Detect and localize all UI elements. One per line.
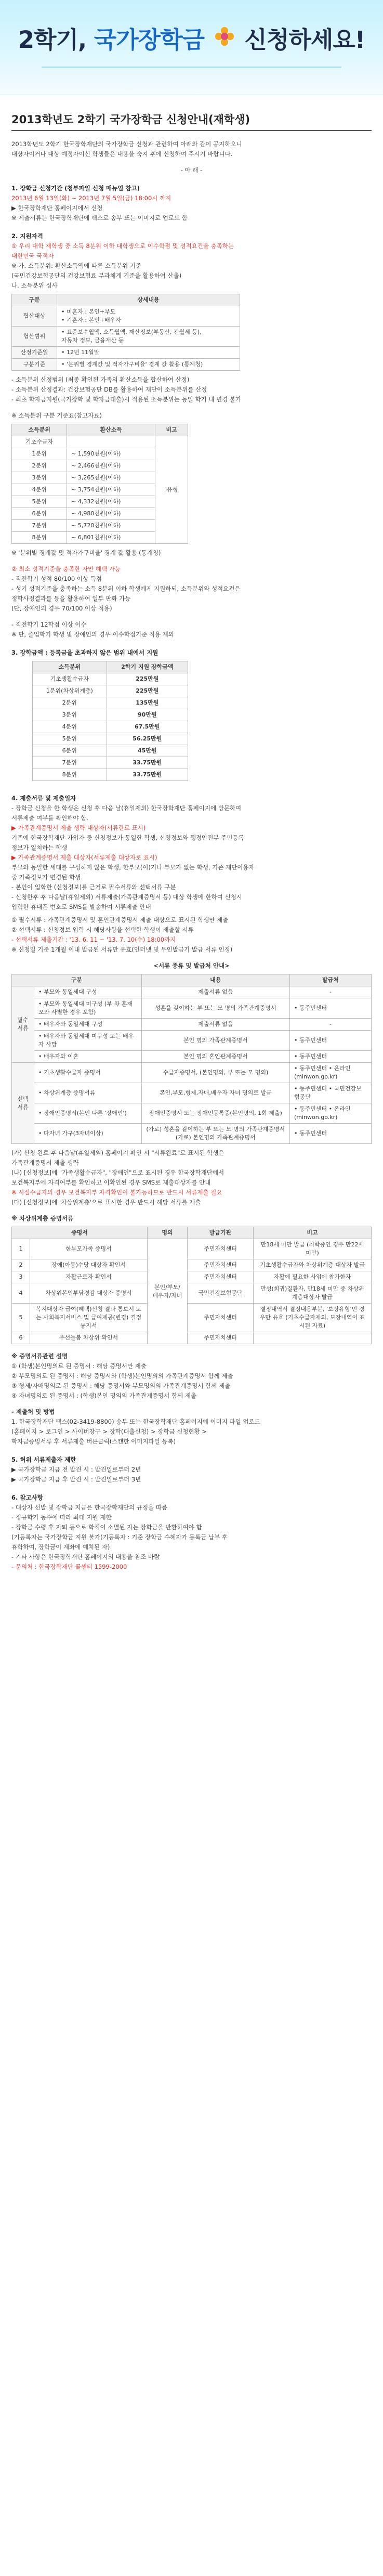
table-cell: 본인/부모/배우자/자녀 [148, 1239, 188, 1344]
table-row [12, 1019, 372, 1031]
table-row [12, 306, 240, 327]
table-cell: 주민자치센터 [188, 1304, 254, 1332]
table-row [33, 673, 188, 685]
table-cell: ~ 1,590천원(이하) [67, 448, 155, 460]
table-cell: Ⅰ유형 [155, 436, 188, 544]
section-heading: 4. 제출서류 및 제출일자 [11, 795, 76, 802]
table-header: 내용 [141, 974, 289, 986]
table-cell [254, 1332, 372, 1344]
text-line: ※ 증명서류관련 설명 [11, 1352, 68, 1360]
highlight-line: ※ 시설수급자의 경우 보건복지부 자격확인이 불가능하므로 반드시 서류제출 필요 [11, 1189, 222, 1196]
highlight-line: ▶ 가족관계증명서 제출 대상자(서류제출 대상자로 표시) [11, 854, 157, 861]
title-divider [11, 130, 372, 131]
table-cell: 8분위 [12, 532, 67, 544]
table-cell: 제출서류 없음 [141, 986, 289, 998]
text-line: ▶ 국가장학금 지급 후 발견 시 : 발견일로부터 3년 [11, 1476, 141, 1483]
text-line: 입력한 휴대폰 번호로 SMS를 발송하여 서류제출 안내 [11, 903, 151, 910]
doc-title: 2013학년도 2학기 국가장학금 신청안내(재학생) [11, 113, 250, 126]
table-row [12, 347, 240, 359]
table-row [12, 1332, 372, 1344]
text-line: ※ 단, 졸업학기 학생 및 장애인의 경우 이수학점기준 적용 제외 [11, 631, 174, 638]
table-cell: 기초생활수급자와 차상위계층 대상자 발급 [254, 1259, 372, 1271]
table-cell: 차상위본인부담경감 대상자 증명서 [30, 1283, 148, 1304]
table-cell: • 부모와 동일세대 구성 [34, 986, 142, 998]
table-cell: 본인 명의 혼인관계증명서 [141, 1051, 289, 1063]
table-cell: (가로) 성혼을 같이하는 부 또는 모 명의 가족관계증명서 (가로) 본인명의 가족관계증명서 [141, 1124, 289, 1144]
table-cell: 장애인증명서 또는 장애인등록증(본인명의, 1회 제출) [141, 1103, 289, 1124]
table-cell: 2분위 [12, 460, 67, 472]
table-cell [57, 327, 240, 347]
table-cell: 5분위 [33, 733, 107, 745]
table-cell: 주민자치센터 [188, 1259, 254, 1271]
table-header: 상세내용 [57, 294, 240, 306]
text-line: 학자금증빙서류 후 서류제출 버튼클릭(스캔한 이미지파일 등록) [11, 1438, 176, 1445]
notice-document [11, 111, 372, 1572]
table-header: 발급기관 [188, 1227, 254, 1239]
table-cell: 135만원 [107, 697, 188, 709]
table-cell: • 동주민센터 [290, 1124, 372, 1144]
table-cell: 본인,부모,형제,자매,배우자 자녀 명의로 발급 [141, 1083, 289, 1103]
table-cell: 4분위 [33, 721, 107, 733]
table-cell: 45만원 [107, 745, 188, 757]
table-cell: 기초생활수급자 [33, 673, 107, 685]
table-title: ※ 차상위계층 증명서류 [11, 1215, 74, 1222]
table-row [33, 733, 188, 745]
table-cell: 1 [12, 1239, 30, 1259]
text-line: - 장학금 수령 후 자퇴 등으로 학적이 소멸된 자는 장학금을 반환하여야 함 [11, 1524, 202, 1531]
text-line: - 성기 성적기준을 충족하는 소득 8분위 이하 학생에게 지원하되, 소득분위와 성적요건은 [11, 585, 241, 592]
banner-headline-part1: 2학기, [18, 26, 87, 54]
table-cell: • 12년 11월말 [57, 347, 240, 359]
table-row [33, 697, 188, 709]
table-cell: • 배우자와 동일세대 구성 [34, 1019, 142, 1031]
table-cell: 67.5만원 [107, 721, 188, 733]
table-cell: 8분위 [33, 769, 107, 781]
table-row [33, 745, 188, 757]
table-cell: 3분위 [33, 709, 107, 721]
section-heading: 1. 장학금 신청기간 (첨부파일 신청 매뉴얼 참고) [11, 185, 140, 192]
text-line: ※ 제출서류는 한국장학재단에 팩스로 송부 또는 이미지로 업로드 함 [11, 214, 188, 222]
table-cell: • 배우자와 동일세대 미구성 또는 배우자 사망 [34, 1031, 142, 1051]
table-cell: 주민자치센터 [188, 1239, 254, 1259]
text-line: ③ 형제/자매명의로 된 증명서 : 해당 증명서와 부모명의의 가족관계증명서 함께 제출 [11, 1382, 231, 1389]
table-row [33, 709, 188, 721]
table-cell: 6 [12, 1332, 30, 1344]
table-cell: 주민자치센터 [188, 1271, 254, 1283]
text-line: (홈페이지 > 로그인 > 사이버창구 > 장학(대출신청) > 장학금 신청현황 > [11, 1428, 207, 1435]
table-cell: ~ 6,801천원(이하) [67, 532, 155, 544]
cell-line: 자동차 정보, 금융재산 등 [61, 337, 124, 344]
text-line: (나) [신청정보]에 "가족생활수급자", "장애인"으로 표시된 경우 한국장학재단에서 [11, 1169, 224, 1176]
text-line: - 최초 학자금지원(국가장학 및 학자금대출)시 적용된 소득분위는 동일 학기 내 변경 불가 [11, 396, 242, 403]
table-cell: • 동주민센터 [290, 1051, 372, 1063]
table-cell: 우선돌봄 차상위 확인서 [30, 1332, 148, 1344]
table-cell: • 동주민센터 [290, 998, 372, 1019]
table-cell: • 부모와 동일세대 미구성 (부·母 혼재 오와 사별한 경우 포함) [34, 998, 142, 1019]
text-line: - 신청한후 후 다음날(휴일제외) 서류제출(가족관계증명서 등) 대상 학생에 한하여 신청시 [11, 893, 242, 901]
table-row [33, 757, 188, 769]
table-cell: 7분위 [12, 520, 67, 532]
table-cell: ~ 3,265천원(이하) [67, 472, 155, 484]
table-header: 비고 [155, 424, 188, 436]
table-cell: 수급자증명서, (본인명의, 부 또는 모 명의) [141, 1063, 289, 1083]
table-cell: 기초수급자 [12, 436, 67, 448]
highlight-line: ② 최소 성적기준을 충족한 자만 혜택 가능 [11, 565, 121, 573]
text-line: - 직전학기 12학점 이상 이수 [11, 621, 87, 628]
table-header: 증명서 [12, 1227, 148, 1239]
table-cell: 33.75만원 [107, 757, 188, 769]
table-cell: 2분위 [33, 697, 107, 709]
table-cell [57, 306, 240, 327]
table-cell: 7분위 [33, 757, 107, 769]
section-heading: 3. 장학금액 : 등록금을 초과하지 않은 범위 내에서 지원 [11, 649, 159, 656]
table-cell: ~ 4,332천원(이하) [67, 496, 155, 508]
table-row [12, 1051, 372, 1063]
table-cell: 구분기준 [12, 359, 57, 371]
table-cell: 3분위 [12, 472, 67, 484]
cell-line: • 표준보수월액, 소득월액, 재산정보(부동산, 전월세 등), [61, 329, 202, 335]
table-row [12, 436, 188, 448]
text-line: 보건복지부에 자격여부를 확인하고 이확인된 경우 SMS로 제출대상자를 안내 [11, 1179, 211, 1186]
text-line: 가족관계증명서 제출 생략 [11, 1159, 79, 1166]
text-line: 1. 한국장학재단 팩스(02-3419-8800) 송부 또는 한국장학재단 홈페이지에 이미지 파일 업로드 [11, 1418, 260, 1425]
intro-line: 2013학년도 2학기 한국장학재단의 국가장학금 신청과 관련하여 아래와 같이 공지하오니 [11, 140, 242, 148]
text-line: - 소득분위 산정범위 (최종 확인된 가족의 환산소득을 합산하여 산정) [11, 376, 190, 383]
document-types-table [11, 974, 372, 1144]
table-cell [67, 436, 155, 448]
table-row [12, 1259, 372, 1271]
income-review-table [11, 294, 240, 371]
highlight-line: ▶ 가족관계증명서 제출 생략 대상자(서류란로 표시) [11, 824, 146, 831]
text-line: 정보가 일치하는 학생 [11, 844, 68, 851]
text-line: (가) 신청 완료 후 다음날(휴일제외) 홈페이지 확인 시 "서류완료"로 표시된 학생은 [11, 1149, 224, 1156]
table-cell: 성혼을 갖이하는 부 또는 모 명의 가족관계증명서 [141, 998, 289, 1019]
flower-icon [213, 26, 236, 49]
table-row [12, 1283, 372, 1304]
highlight-line: 대한민국 국적자 [11, 252, 54, 259]
banner-divider [42, 67, 341, 68]
text-line: (국민건강보험공단의 건강보험료 부과체계 기준을 활용하여 산출) [11, 272, 182, 279]
table-cell: 산정기준일 [12, 347, 57, 359]
cell-line: • 기혼자 : 본인+배우자 [61, 317, 121, 323]
text-line: - 본인이 입학한 (신청정보)를 근거로 필수서류와 선택서류 구분 [11, 883, 176, 891]
table-cell: 3 [12, 1271, 30, 1283]
table-cell: 225만원 [107, 673, 188, 685]
table-cell: ~ 5,720천원(이하) [67, 520, 155, 532]
text-line: - 기타 사항은 한국장학재단 홈페이지의 내용을 참조 바람 [11, 1553, 160, 1560]
table-cell: • 동주민센터 • 국민건강보험공단 [290, 1083, 372, 1103]
table-cell: 33.75만원 [107, 769, 188, 781]
text-line: 정학사정결과를 등을 활용하여 일부 판화 가능 [11, 595, 131, 602]
table-cell: 6분위 [12, 508, 67, 520]
text-line: ② 선택서류 : 신청정보 입력 시 해당사항을 선택한 학생이 제출할 서류 [11, 926, 194, 933]
table-cell: 선택서류 [12, 1063, 34, 1144]
text-line: - 장학금 신청을 한 학생은 신청 후 다음 날(휴일제외) 한국장학재단 홈페이지에 방문하여 [11, 804, 242, 812]
table-cell: 5분위 [12, 496, 67, 508]
table-cell: 한부모가족 증명서 [30, 1239, 148, 1259]
table-cell: • '분위별 경계값 및 적자가구비율' 경계 값 활용 (통계청) [57, 359, 240, 371]
table-cell: 2 [12, 1259, 30, 1271]
table-cell: 장애(아동)수당 대상자 확인서 [30, 1259, 148, 1271]
table-row [12, 1271, 372, 1283]
banner-headline [0, 21, 383, 55]
table-cell: 주민자치센터 [188, 1332, 254, 1344]
text-line: 서류제출 여부를 확인해야 함. [11, 814, 88, 822]
table-cell: 1분위 [12, 448, 67, 460]
text-line: ※ 가. 소득분위: 환산소득액에 따른 소득분위 기준 [11, 262, 142, 269]
table-cell: 4분위 [12, 484, 67, 496]
contact-line: - 문의처 : 한국장학재단 콜센터 1599-2000 [11, 1563, 127, 1570]
table-cell: 90만원 [107, 709, 188, 721]
table-cell: • 기초생활수급자 증명서 [34, 1063, 142, 1083]
text-line: (기등록자는 국가장학금 지원 불가(기등록자 : 기준 장학금 수혜자가 등록금 납부 후 [11, 1533, 228, 1541]
table-header: 2학기 지원 장학금액 [107, 661, 188, 673]
table-cell: 56.25만원 [107, 733, 188, 745]
text-line: ④ 자녀명의로 된 증명서 : (학생)본인 명의의 가족관계증명서 함께 제출 [11, 1392, 196, 1399]
text-line: ※ 신청일 기준 1개월 이내 발급된 서류만 유효(인터넷 및 무인발급기 발급 서류 인정) [11, 946, 233, 953]
table-cell: • 동주민센터 • 온라인(minwon.go.kr) [290, 1103, 372, 1124]
text-line: ▶ 한국장학재단 홈페이지에서 신청 [11, 204, 103, 212]
apply-period: 2013년 6월 13일(화) ~ 2013년 7월 5일(금) 18:00시 까지 [11, 194, 171, 202]
table-row [12, 327, 240, 347]
promo-banner [0, 0, 383, 95]
table-row [12, 1031, 372, 1051]
table-header: 환산소득 [67, 424, 155, 436]
table-cell: - [290, 986, 372, 998]
table-header: 구분 [12, 974, 142, 986]
text-line: (단, 장애인의 경우 70/100 이상 적용) [11, 605, 112, 612]
table-header: 발급처 [290, 974, 372, 986]
table-cell: ~ 3,754천원(이하) [67, 484, 155, 496]
table-row [33, 721, 188, 733]
text-line: - 정규학기 동수에 따라 최대 지원 제한 [11, 1514, 112, 1521]
banner-headline-part2: 국가장학금 [94, 26, 205, 54]
text-line: (다) [신청정보]에 '차상위계층'으로 표시한 경우 반드시 해당 서류를 제출 [11, 1199, 201, 1206]
table-cell: 필수서류 [12, 986, 34, 1063]
table-row [12, 1083, 372, 1103]
table-header: 소득분위 [12, 424, 67, 436]
table-cell: 만18세 미만 발급 (취학중인 경우 만22세 미만) [254, 1239, 372, 1259]
table-cell: 만성(희귀)질환자, 만18세 미만 중 차상위계층대상자 발급 [254, 1283, 372, 1304]
text-line: - 직전학기 성적 80/100 이상 득점 [11, 575, 102, 582]
text-line: 중 가족정보가 변경된 학생 [11, 874, 81, 881]
text-line: 기존에 한국장학재단 가입자 중 신청정보가 동일한 학생, 신청정보와 행정안전부 주민등록 [11, 834, 244, 841]
section-heading: 6. 참고사항 [11, 1494, 43, 1501]
table-row [12, 1063, 372, 1083]
text-line: - 제출처 및 방법 [11, 1408, 55, 1415]
table-cell: • 동주민센터 • 온라인(minwon.go.kr) [290, 1063, 372, 1083]
table-cell: ~ 2,466천원(이하) [67, 460, 155, 472]
table-cell: 6분위 [33, 745, 107, 757]
text-line: 휴학하여, 장학금이 계좌에 예치된 자) [11, 1543, 110, 1551]
table-cell: • 동주민센터 [290, 1031, 372, 1051]
table-cell: 복지대상자 급여(혜택)신청 결과 통보서 또는 사회복지서비스 및 급여제공(변경) 결정통지서 [30, 1304, 148, 1332]
table-cell: • 다자녀 가구(3자녀이상) [34, 1124, 142, 1144]
table-cell: 자활근로자 확인서 [30, 1271, 148, 1283]
table-cell: 자활에 필요한 사업에 참가한자 [254, 1271, 372, 1283]
highlight-line: ① 우리 대학 재학생 중 소득 8분위 이하 대학생으로 이수학점 및 성적요건을 충족하는 [11, 242, 234, 250]
text-line: 부모와 동일한 세대를 구성하지 않은 학생, 한부모(이)거나 부모가 없는 학생, 기존 재단이용자 [11, 864, 255, 871]
table-header: 구분 [12, 294, 57, 306]
income-bracket-table [11, 424, 188, 544]
text-line: ① (학생)본인명의로 된 증명서 : 해당 증명서만 제출 [11, 1362, 147, 1370]
table-cell: 1분위(차상위계층) [33, 685, 107, 697]
table-row [12, 998, 372, 1019]
table-row [12, 359, 240, 371]
text-line: ※ 소득분위 구분 기준표(참고자료) [11, 412, 102, 419]
table-cell: 협산범위 [12, 327, 57, 347]
low-income-cert-table [11, 1227, 372, 1344]
table-row [12, 1304, 372, 1332]
text-line: 나. 소득분위 심사 [11, 282, 58, 289]
table-row [12, 1103, 372, 1124]
scholarship-amount-table [32, 661, 188, 781]
table-cell: 협산대상 [12, 306, 57, 327]
table-row [33, 685, 188, 697]
cell-line: • 미혼자 : 본인+부모 [61, 308, 116, 315]
text-line: ※ '분위별 경계값 및 적자가구비율' 경계 값 활용 (통계청) [11, 549, 161, 556]
table-title: <서류 종류 및 발급처 안내> [153, 962, 230, 969]
table-cell: ~ 4,980천원(이하) [67, 508, 155, 520]
table-cell: - [290, 1019, 372, 1031]
table-cell: 제출서류 없음 [141, 1019, 289, 1031]
table-cell: • 배우자와 이혼 [34, 1051, 142, 1063]
table-row [12, 1124, 372, 1144]
text-line: - 소득분위 산정결과: 건강보험공단 DB를 활용하여 재단이 소득분위를 산정 [11, 386, 207, 393]
table-cell: 225만원 [107, 685, 188, 697]
table-row [12, 1239, 372, 1259]
below-label: - 아 래 - [180, 166, 203, 174]
text-line: ② 부모명의로 된 증명서 : 해당 증명서와 (학생)본인명의의 가족관계증명서 함께 제출 [11, 1372, 233, 1380]
table-cell: • 장애인증명서(본인 다른 '장애인') [34, 1103, 142, 1124]
table-header: 명의 [148, 1227, 188, 1239]
table-cell: 국민건강보험공단 [188, 1283, 254, 1304]
table-header: 비고 [254, 1227, 372, 1239]
highlight-line: - 선택서류 제출기간 : '13. 6. 11 ~ '13. 7. 10(수) 18:00까지 [11, 936, 176, 943]
table-cell: 4 [12, 1283, 30, 1304]
text-line: ① 필수서류 : 가족관계증명서 및 혼인관계증명서 제출 대상으로 표시된 학생만 제출 [11, 916, 229, 923]
table-cell: 본인 명의 가족관계증명서 [141, 1031, 289, 1051]
text-line: ▶ 국가장학금 지급 전 발견 시 : 발견일로부터 2년 [11, 1466, 141, 1473]
intro-line: 대상자이거나 대상 예정자이신 학생들은 내용을 숙지 후에 신청하여 주시기 바랍니다. [11, 150, 233, 158]
section-heading: 2. 지원자격 [11, 232, 43, 240]
table-cell: • 차상위계층 증명서류 [34, 1083, 142, 1103]
table-row [33, 769, 188, 781]
table-cell: 5 [12, 1304, 30, 1332]
table-row [12, 986, 372, 998]
banner-headline-part3: 신청하세요! [244, 26, 365, 54]
text-line: - 대상자 선발 및 장학금 지급은 한국장학재단의 규정을 따름 [11, 1504, 168, 1511]
table-cell: 결정내역서 결정내용부분, '보장유형'인 경우만 유효 (기초수급자제외, 보장내역이 표시된 자료) [254, 1304, 372, 1332]
table-header: 소득분위 [33, 661, 107, 673]
section-heading: 5. 허위 서류제출자 제한 [11, 1456, 76, 1463]
